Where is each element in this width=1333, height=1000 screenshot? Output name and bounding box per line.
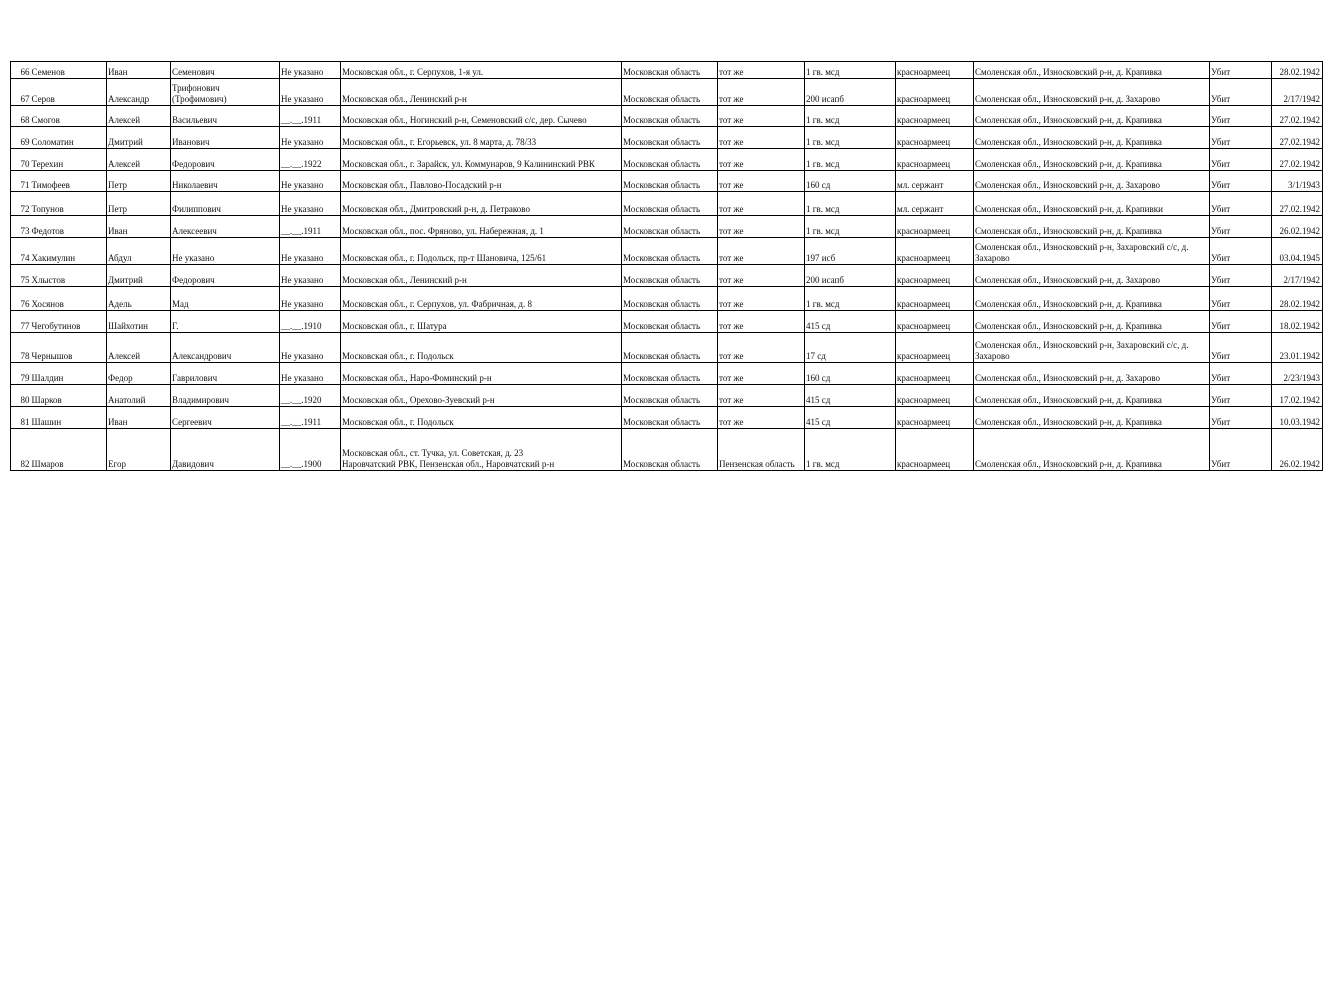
fate-cell: Убит <box>1210 333 1272 363</box>
row-number: 70 <box>11 149 31 171</box>
table-row <box>11 192 1323 216</box>
death-date-cell: 2/17/1942 <box>1272 265 1323 287</box>
table-row <box>11 333 1323 363</box>
row-number: 82 <box>11 429 31 471</box>
fate-cell: Убит <box>1210 192 1272 216</box>
conscription-region-cell: Московская область <box>622 149 718 171</box>
table-row <box>11 429 1323 471</box>
conscription-region-cell: Московская область <box>622 407 718 429</box>
birth-date-cell: __.__.1911 <box>280 216 341 238</box>
death-date-cell: 26.02.1942 <box>1272 429 1323 471</box>
rank-cell: красноармеец <box>896 62 974 79</box>
conscription-region-cell: Московская область <box>622 265 718 287</box>
rank-cell: красноармеец <box>896 429 974 471</box>
row-number: 79 <box>11 363 31 385</box>
table-row <box>11 79 1323 106</box>
unit-cell: 160 сд <box>805 363 896 385</box>
table-row <box>11 287 1323 311</box>
conscription-place-cell: тот же <box>718 192 805 216</box>
birthplace-cell: Московская обл., г. Зарайск, ул. Коммунаров, 9 Калининский РВК <box>341 149 622 171</box>
birthplace-cell: Московская обл., г. Шатура <box>341 311 622 333</box>
conscription-place-cell: тот же <box>718 149 805 171</box>
table-row <box>11 106 1323 127</box>
patronymic-cell: Александрович <box>171 333 280 363</box>
conscription-place-cell: тот же <box>718 238 805 265</box>
casualty-table <box>10 61 1323 471</box>
unit-cell: 415 сд <box>805 311 896 333</box>
surname-cell: Шалдин <box>31 363 107 385</box>
birth-date-cell: __.__.1920 <box>280 385 341 407</box>
burial-place-cell: Смоленская обл., Износковский р-н, д. Крапивка <box>974 62 1210 79</box>
conscription-region-cell: Московская область <box>622 238 718 265</box>
first-name-cell: Петр <box>107 171 171 192</box>
fate-cell: Убит <box>1210 407 1272 429</box>
rank-cell: красноармеец <box>896 238 974 265</box>
fate-cell: Убит <box>1210 106 1272 127</box>
patronymic-cell: Гаврилович <box>171 363 280 385</box>
surname-cell: Чернышов <box>31 333 107 363</box>
conscription-region-cell: Московская область <box>622 192 718 216</box>
row-number: 72 <box>11 192 31 216</box>
patronymic-cell: Не указано <box>171 238 280 265</box>
row-number: 67 <box>11 79 31 106</box>
conscription-region-cell: Московская область <box>622 106 718 127</box>
conscription-region-cell: Московская область <box>622 216 718 238</box>
table-row <box>11 363 1323 385</box>
birthplace-cell: Московская обл., г. Подольск <box>341 333 622 363</box>
birthplace-cell: Московская обл., Ногинский р-н, Семеновский с/с, дер. Сычево <box>341 106 622 127</box>
birth-date-cell: Не указано <box>280 238 341 265</box>
death-date-cell: 27.02.1942 <box>1272 149 1323 171</box>
first-name-cell: Шайхотин <box>107 311 171 333</box>
conscription-place-cell: тот же <box>718 127 805 149</box>
unit-cell: 200 исапб <box>805 265 896 287</box>
birthplace-cell: Московская обл., пос. Фряново, ул. Набережная, д. 1 <box>341 216 622 238</box>
first-name-cell: Федор <box>107 363 171 385</box>
first-name-cell: Адель <box>107 287 171 311</box>
table-row <box>11 216 1323 238</box>
death-date-cell: 2/23/1943 <box>1272 363 1323 385</box>
rank-cell: красноармеец <box>896 106 974 127</box>
fate-cell: Убит <box>1210 216 1272 238</box>
row-number: 80 <box>11 385 31 407</box>
rank-cell: красноармеец <box>896 385 974 407</box>
conscription-place-cell: Пензенская область <box>718 429 805 471</box>
birthplace-cell: Московская обл., г. Серпухов, ул. Фабричная, д. 8 <box>341 287 622 311</box>
patronymic-cell: Давидович <box>171 429 280 471</box>
first-name-cell: Егор <box>107 429 171 471</box>
surname-cell: Хакимулин <box>31 238 107 265</box>
unit-cell: 1 гв. мсд <box>805 127 896 149</box>
patronymic-cell: Николаевич <box>171 171 280 192</box>
conscription-place-cell: тот же <box>718 265 805 287</box>
conscription-region-cell: Московская область <box>622 171 718 192</box>
surname-cell: Топунов <box>31 192 107 216</box>
table-row <box>11 407 1323 429</box>
rank-cell: красноармеец <box>896 79 974 106</box>
first-name-cell: Иван <box>107 62 171 79</box>
birthplace-cell: Московская обл., г. Подольск, пр-т Шановича, 125/61 <box>341 238 622 265</box>
fate-cell: Убит <box>1210 127 1272 149</box>
conscription-region-cell: Московская область <box>622 62 718 79</box>
patronymic-cell: Г. <box>171 311 280 333</box>
patronymic-cell: Семенович <box>171 62 280 79</box>
death-date-cell: 10.03.1942 <box>1272 407 1323 429</box>
surname-cell: Тимофеев <box>31 171 107 192</box>
birthplace-cell: Московская обл., г. Подольск <box>341 407 622 429</box>
burial-place-cell: Смоленская обл., Износковский р-н, д. Крапивка <box>974 149 1210 171</box>
fate-cell: Убит <box>1210 62 1272 79</box>
conscription-place-cell: тот же <box>718 62 805 79</box>
first-name-cell: Петр <box>107 192 171 216</box>
death-date-cell: 03.04.1945 <box>1272 238 1323 265</box>
first-name-cell: Абдул <box>107 238 171 265</box>
conscription-region-cell: Московская область <box>622 385 718 407</box>
unit-cell: 1 гв. мсд <box>805 429 896 471</box>
fate-cell: Убит <box>1210 149 1272 171</box>
burial-place-cell: Смоленская обл., Износковский р-н, д. Захарово <box>974 363 1210 385</box>
birthplace-cell: Московская обл., ст. Тучка, ул. Советская, д. 23 Наровчатский РВК, Пензенская обл., Наровчатский р-н <box>341 429 622 471</box>
rank-cell: красноармеец <box>896 407 974 429</box>
row-number: 76 <box>11 287 31 311</box>
patronymic-cell: Васильевич <box>171 106 280 127</box>
patronymic-cell: Федорович <box>171 149 280 171</box>
row-number: 81 <box>11 407 31 429</box>
surname-cell: Шашин <box>31 407 107 429</box>
conscription-place-cell: тот же <box>718 311 805 333</box>
death-date-cell: 23.01.1942 <box>1272 333 1323 363</box>
table-row <box>11 171 1323 192</box>
rank-cell: красноармеец <box>896 149 974 171</box>
burial-place-cell: Смоленская обл., Износковский р-н, д. Крапивка <box>974 407 1210 429</box>
fate-cell: Убит <box>1210 363 1272 385</box>
unit-cell: 17 сд <box>805 333 896 363</box>
row-number: 73 <box>11 216 31 238</box>
unit-cell: 1 гв. мсд <box>805 106 896 127</box>
death-date-cell: 18.02.1942 <box>1272 311 1323 333</box>
table-row <box>11 149 1323 171</box>
row-number: 71 <box>11 171 31 192</box>
burial-place-cell: Смоленская обл., Износковский р-н, д. Крапивка <box>974 287 1210 311</box>
death-date-cell: 27.02.1942 <box>1272 106 1323 127</box>
first-name-cell: Анатолий <box>107 385 171 407</box>
row-number: 69 <box>11 127 31 149</box>
patronymic-cell: Иванович <box>171 127 280 149</box>
birthplace-cell: Московская обл., Орехово-Зуевский р-н <box>341 385 622 407</box>
fate-cell: Убит <box>1210 265 1272 287</box>
birth-date-cell: Не указано <box>280 333 341 363</box>
conscription-place-cell: тот же <box>718 385 805 407</box>
conscription-place-cell: тот же <box>718 79 805 106</box>
rank-cell: красноармеец <box>896 311 974 333</box>
burial-place-cell: Смоленская обл., Износковский р-н, д. Крапивка <box>974 216 1210 238</box>
burial-place-cell: Смоленская обл., Износковский р-н, д. Захарово <box>974 171 1210 192</box>
row-number: 74 <box>11 238 31 265</box>
conscription-region-cell: Московская область <box>622 333 718 363</box>
row-number: 78 <box>11 333 31 363</box>
row-number: 68 <box>11 106 31 127</box>
conscription-region-cell: Московская область <box>622 429 718 471</box>
rank-cell: мл. сержант <box>896 171 974 192</box>
unit-cell: 415 сд <box>805 385 896 407</box>
row-number: 75 <box>11 265 31 287</box>
rank-cell: красноармеец <box>896 216 974 238</box>
patronymic-cell: Филиппович <box>171 192 280 216</box>
conscription-place-cell: тот же <box>718 106 805 127</box>
conscription-place-cell: тот же <box>718 407 805 429</box>
table-row <box>11 265 1323 287</box>
conscription-region-cell: Московская область <box>622 127 718 149</box>
birth-date-cell: __.__.1922 <box>280 149 341 171</box>
patronymic-cell: Алексеевич <box>171 216 280 238</box>
unit-cell: 1 гв. мсд <box>805 216 896 238</box>
unit-cell: 1 гв. мсд <box>805 192 896 216</box>
birth-date-cell: __.__.1911 <box>280 106 341 127</box>
birth-date-cell: Не указано <box>280 287 341 311</box>
surname-cell: Семенов <box>31 62 107 79</box>
burial-place-cell: Смоленская обл., Износковский р-н, Захаровский с/с, д. Захарово <box>974 238 1210 265</box>
fate-cell: Убит <box>1210 429 1272 471</box>
birthplace-cell: Московская обл., г. Егорьевск, ул. 8 марта, д. 78/33 <box>341 127 622 149</box>
birth-date-cell: Не указано <box>280 363 341 385</box>
first-name-cell: Дмитрий <box>107 265 171 287</box>
rank-cell: красноармеец <box>896 265 974 287</box>
unit-cell: 160 сд <box>805 171 896 192</box>
birthplace-cell: Московская обл., г. Серпухов, 1-я ул. <box>341 62 622 79</box>
surname-cell: Серов <box>31 79 107 106</box>
table-row <box>11 311 1323 333</box>
surname-cell: Соломатин <box>31 127 107 149</box>
death-date-cell: 17.02.1942 <box>1272 385 1323 407</box>
burial-place-cell: Смоленская обл., Износковский р-н, д. Крапивка <box>974 429 1210 471</box>
birth-date-cell: Не указано <box>280 265 341 287</box>
row-number: 77 <box>11 311 31 333</box>
patronymic-cell: Владимирович <box>171 385 280 407</box>
death-date-cell: 28.02.1942 <box>1272 62 1323 79</box>
surname-cell: Хосянов <box>31 287 107 311</box>
birth-date-cell: Не указано <box>280 79 341 106</box>
birth-date-cell: __.__.1910 <box>280 311 341 333</box>
burial-place-cell: Смоленская обл., Износковский р-н, д. Захарово <box>974 79 1210 106</box>
table-row <box>11 62 1323 79</box>
conscription-place-cell: тот же <box>718 171 805 192</box>
rank-cell: мл. сержант <box>896 192 974 216</box>
birth-date-cell: Не указано <box>280 127 341 149</box>
birth-date-cell: Не указано <box>280 62 341 79</box>
birthplace-cell: Московская обл., Дмитровский р-н, д. Петраково <box>341 192 622 216</box>
death-date-cell: 3/1/1943 <box>1272 171 1323 192</box>
death-date-cell: 27.02.1942 <box>1272 192 1323 216</box>
first-name-cell: Алексей <box>107 333 171 363</box>
fate-cell: Убит <box>1210 385 1272 407</box>
birth-date-cell: Не указано <box>280 192 341 216</box>
unit-cell: 1 гв. мсд <box>805 62 896 79</box>
surname-cell: Чегобутинов <box>31 311 107 333</box>
patronymic-cell: Трифонович (Трофимович) <box>171 79 280 106</box>
surname-cell: Шарков <box>31 385 107 407</box>
burial-place-cell: Смоленская обл., Износковский р-н, д. Крапивка <box>974 127 1210 149</box>
burial-place-cell: Смоленская обл., Износковский р-н, д. Крапивки <box>974 192 1210 216</box>
conscription-region-cell: Московская область <box>622 287 718 311</box>
fate-cell: Убит <box>1210 238 1272 265</box>
first-name-cell: Иван <box>107 216 171 238</box>
death-date-cell: 27.02.1942 <box>1272 127 1323 149</box>
rank-cell: красноармеец <box>896 363 974 385</box>
rank-cell: красноармеец <box>896 333 974 363</box>
conscription-place-cell: тот же <box>718 333 805 363</box>
patronymic-cell: Мад <box>171 287 280 311</box>
surname-cell: Смогов <box>31 106 107 127</box>
unit-cell: 1 гв. мсд <box>805 287 896 311</box>
first-name-cell: Иван <box>107 407 171 429</box>
unit-cell: 1 гв. мсд <box>805 149 896 171</box>
death-date-cell: 28.02.1942 <box>1272 287 1323 311</box>
conscription-place-cell: тот же <box>718 363 805 385</box>
fate-cell: Убит <box>1210 287 1272 311</box>
surname-cell: Шмаров <box>31 429 107 471</box>
unit-cell: 197 исб <box>805 238 896 265</box>
rank-cell: красноармеец <box>896 127 974 149</box>
birthplace-cell: Московская обл., Наро-Фоминский р-н <box>341 363 622 385</box>
death-date-cell: 26.02.1942 <box>1272 216 1323 238</box>
table-row <box>11 127 1323 149</box>
first-name-cell: Дмитрий <box>107 127 171 149</box>
birthplace-cell: Московская обл., Павлово-Посадский р-н <box>341 171 622 192</box>
birthplace-cell: Московская обл., Ленинский р-н <box>341 79 622 106</box>
birth-date-cell: Не указано <box>280 171 341 192</box>
conscription-place-cell: тот же <box>718 287 805 311</box>
birth-date-cell: __.__.1911 <box>280 407 341 429</box>
surname-cell: Хлыстов <box>31 265 107 287</box>
conscription-region-cell: Московская область <box>622 363 718 385</box>
surname-cell: Федотов <box>31 216 107 238</box>
surname-cell: Терехин <box>31 149 107 171</box>
first-name-cell: Алексей <box>107 106 171 127</box>
patronymic-cell: Федорович <box>171 265 280 287</box>
burial-place-cell: Смоленская обл., Износковский р-н, Захаровский с/с, д. Захарово <box>974 333 1210 363</box>
patronymic-cell: Сергеевич <box>171 407 280 429</box>
burial-place-cell: Смоленская обл., Износковский р-н, д. Крапивка <box>974 385 1210 407</box>
unit-cell: 415 сд <box>805 407 896 429</box>
burial-place-cell: Смоленская обл., Износковский р-н, д. Крапивка <box>974 106 1210 127</box>
table-row <box>11 238 1323 265</box>
table-row <box>11 385 1323 407</box>
unit-cell: 200 исапб <box>805 79 896 106</box>
birth-date-cell: __.__.1900 <box>280 429 341 471</box>
fate-cell: Убит <box>1210 79 1272 106</box>
burial-place-cell: Смоленская обл., Износковский р-н, д. Крапивка <box>974 311 1210 333</box>
first-name-cell: Алексей <box>107 149 171 171</box>
birthplace-cell: Московская обл., Ленинский р-н <box>341 265 622 287</box>
conscription-region-cell: Московская область <box>622 79 718 106</box>
first-name-cell: Александр <box>107 79 171 106</box>
conscription-region-cell: Московская область <box>622 311 718 333</box>
death-date-cell: 2/17/1942 <box>1272 79 1323 106</box>
fate-cell: Убит <box>1210 171 1272 192</box>
rank-cell: красноармеец <box>896 287 974 311</box>
fate-cell: Убит <box>1210 311 1272 333</box>
burial-place-cell: Смоленская обл., Износковский р-н, д. Захарово <box>974 265 1210 287</box>
row-number: 66 <box>11 62 31 79</box>
conscription-place-cell: тот же <box>718 216 805 238</box>
